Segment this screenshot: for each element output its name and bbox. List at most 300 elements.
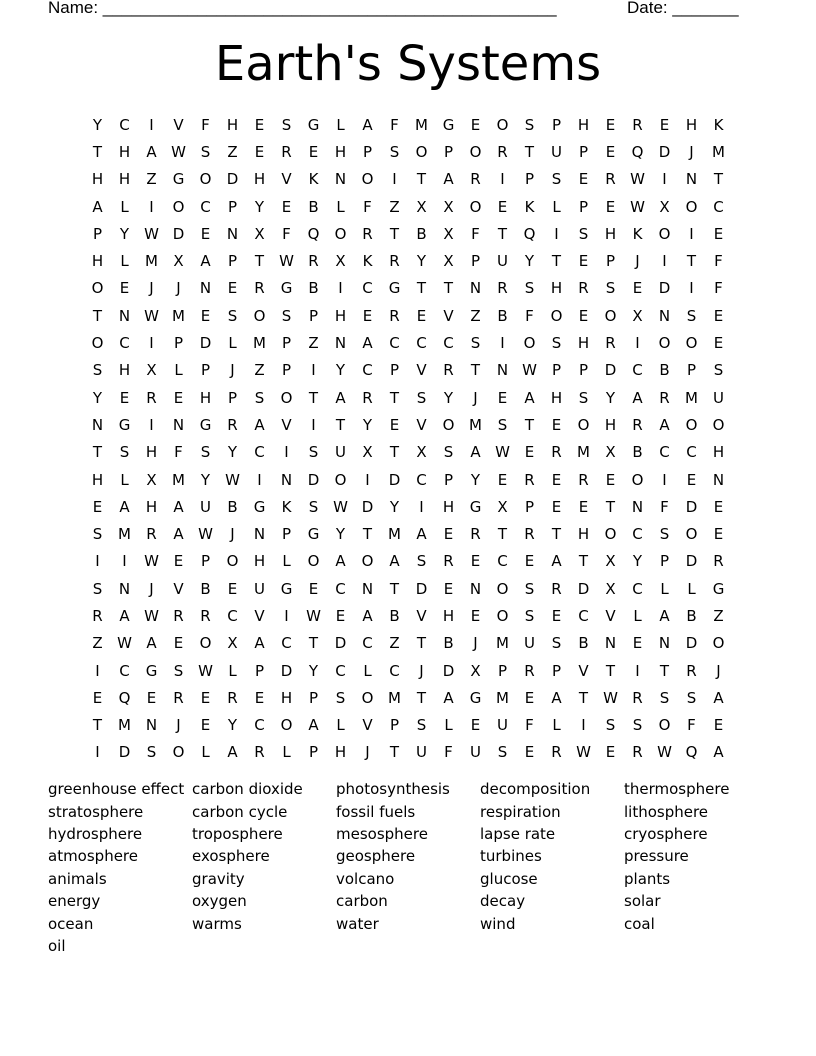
grid-letter: H: [91, 252, 104, 271]
grid-letter: M: [118, 525, 131, 544]
grid-letter: F: [282, 224, 291, 243]
word-bank: [48, 778, 788, 957]
grid-letter: M: [253, 334, 266, 353]
grid-letter: O: [226, 552, 239, 571]
grid-letter: C: [119, 661, 130, 680]
grid-letter: E: [92, 688, 103, 707]
grid-letter: P: [173, 334, 184, 353]
grid-letter: R: [227, 688, 238, 707]
grid-letter: M: [145, 252, 158, 271]
grid-letter: A: [443, 170, 454, 189]
grid-letter: K: [524, 197, 535, 216]
grid-letter: E: [524, 443, 535, 462]
grid-letter: A: [200, 252, 211, 271]
grid-letter: H: [118, 361, 131, 380]
grid-letter: O: [199, 634, 212, 653]
grid-letter: P: [227, 252, 238, 271]
grid-letter: I: [284, 443, 289, 462]
grid-letter: T: [524, 415, 535, 434]
grid-letter: I: [257, 470, 262, 489]
grid-letter: E: [524, 743, 535, 762]
grid-letter: R: [281, 142, 292, 161]
grid-letter: D: [658, 279, 671, 298]
grid-letter: A: [173, 525, 184, 544]
grid-letter: R: [632, 688, 643, 707]
grid-letter: J: [419, 661, 424, 680]
grid-letter: R: [551, 743, 562, 762]
grid-letter: T: [416, 634, 427, 653]
grid-letter: T: [578, 552, 589, 571]
grid-letter: Y: [335, 361, 346, 380]
grid-letter: G: [145, 661, 158, 680]
grid-letter: T: [335, 415, 346, 434]
grid-letter: B: [686, 606, 697, 625]
grid-letter: W: [225, 470, 240, 489]
grid-letter: W: [657, 743, 672, 762]
grid-letter: S: [605, 716, 616, 735]
grid-letter: D: [118, 743, 131, 762]
grid-letter: Y: [605, 388, 616, 407]
grid-letter: T: [416, 688, 427, 707]
grid-letter: E: [659, 115, 670, 134]
grid-letter: D: [685, 552, 698, 571]
grid-letter: D: [334, 634, 347, 653]
grid-letter: A: [551, 688, 562, 707]
grid-letter: I: [689, 279, 694, 298]
grid-letter: O: [172, 743, 185, 762]
grid-letter: F: [471, 224, 480, 243]
grid-letter: U: [470, 743, 481, 762]
grid-letter: R: [470, 170, 481, 189]
grid-letter: N: [91, 415, 104, 434]
grid-letter: D: [685, 497, 698, 516]
grid-letter: R: [362, 224, 373, 243]
grid-letter: S: [686, 306, 697, 325]
grid-letter: R: [470, 525, 481, 544]
grid-letter: P: [605, 252, 616, 271]
grid-letter: E: [308, 142, 319, 161]
grid-letter: E: [713, 497, 724, 516]
grid-letter: I: [689, 224, 694, 243]
grid-letter: F: [174, 443, 183, 462]
grid-letter: R: [227, 415, 238, 434]
grid-letter: C: [578, 606, 589, 625]
grid-letter: P: [227, 197, 238, 216]
grid-letter: R: [389, 252, 400, 271]
grid-letter: R: [713, 552, 724, 571]
grid-letter: C: [335, 661, 346, 680]
grid-letter: S: [443, 443, 454, 462]
grid-letter: H: [226, 115, 239, 134]
grid-letter: S: [92, 361, 103, 380]
grid-letter: E: [524, 552, 535, 571]
grid-row: [84, 357, 732, 384]
grid-letter: O: [334, 224, 347, 243]
grid-letter: L: [336, 197, 345, 216]
grid-letter: F: [525, 306, 534, 325]
grid-letter: R: [146, 525, 157, 544]
grid-letter: Y: [200, 470, 211, 489]
grid-row: [84, 166, 732, 193]
grid-letter: P: [389, 361, 400, 380]
grid-letter: Y: [92, 115, 103, 134]
grid-letter: R: [605, 334, 616, 353]
grid-letter: T: [443, 279, 454, 298]
grid-letter: W: [333, 497, 348, 516]
grid-letter: T: [470, 361, 481, 380]
name-line: Name: ________________________________________________: [48, 0, 557, 17]
grid-letter: M: [388, 525, 401, 544]
grid-letter: W: [144, 224, 159, 243]
grid-letter: X: [416, 197, 427, 216]
grid-letter: P: [659, 552, 670, 571]
grid-letter: H: [118, 170, 131, 189]
grid-letter: O: [496, 579, 509, 598]
grid-letter: Y: [524, 252, 535, 271]
grid-letter: D: [415, 579, 428, 598]
grid-letter: P: [281, 334, 292, 353]
grid-letter: K: [281, 497, 292, 516]
grid-letter: C: [686, 443, 697, 462]
grid-letter: I: [149, 197, 154, 216]
grid-letter: Q: [631, 142, 644, 161]
grid-letter: T: [389, 579, 400, 598]
grid-letter: W: [279, 252, 294, 271]
grid-letter: T: [92, 306, 103, 325]
grid-letter: P: [443, 470, 454, 489]
grid-letter: X: [605, 552, 616, 571]
grid-letter: M: [415, 115, 428, 134]
grid-letter: V: [173, 579, 184, 598]
grid-letter: I: [635, 334, 640, 353]
grid-letter: R: [443, 361, 454, 380]
grid-letter: J: [689, 142, 694, 161]
grid-letter: N: [631, 497, 644, 516]
grid-letter: X: [173, 252, 184, 271]
grid-letter: R: [254, 279, 265, 298]
grid-letter: C: [389, 334, 400, 353]
grid-letter: U: [200, 497, 211, 516]
grid-letter: O: [442, 415, 455, 434]
grid-letter: R: [389, 306, 400, 325]
grid-letter: C: [416, 334, 427, 353]
grid-letter: X: [362, 443, 373, 462]
grid-letter: O: [685, 197, 698, 216]
grid-letter: N: [145, 716, 158, 735]
word-bank-item: carbon: [336, 892, 388, 911]
grid-letter: S: [659, 688, 670, 707]
grid-letter: L: [444, 716, 453, 735]
grid-letter: G: [199, 415, 212, 434]
word-bank-item: mesosphere: [336, 824, 428, 843]
grid-letter: E: [578, 306, 589, 325]
grid-letter: F: [444, 743, 453, 762]
grid-letter: E: [200, 224, 211, 243]
grid-letter: O: [658, 716, 671, 735]
grid-letter: P: [254, 661, 265, 680]
grid-letter: B: [227, 497, 238, 516]
grid-letter: E: [497, 470, 508, 489]
grid-letter: B: [632, 443, 643, 462]
word-bank-item: hydrosphere: [48, 824, 143, 843]
grid-letter: S: [200, 443, 211, 462]
grid-row: [84, 493, 732, 520]
grid-letter: A: [362, 334, 373, 353]
grid-letter: H: [145, 443, 158, 462]
grid-letter: A: [362, 115, 373, 134]
grid-letter: C: [281, 634, 292, 653]
grid-letter: I: [554, 224, 559, 243]
word-bank-row: [48, 823, 788, 845]
grid-letter: S: [524, 279, 535, 298]
word-bank-item: ocean: [48, 914, 94, 933]
grid-letter: E: [605, 142, 616, 161]
grid-letter: I: [95, 743, 100, 762]
grid-letter: I: [635, 661, 640, 680]
grid-letter: E: [470, 606, 481, 625]
grid-letter: R: [524, 525, 535, 544]
grid-letter: P: [92, 224, 103, 243]
grid-letter: S: [92, 579, 103, 598]
grid-letter: G: [469, 688, 482, 707]
grid-letter: W: [576, 743, 591, 762]
grid-letter: A: [632, 388, 643, 407]
grid-letter: U: [497, 252, 508, 271]
grid-letter: K: [713, 115, 724, 134]
grid-letter: H: [604, 415, 617, 434]
grid-letter: N: [469, 579, 482, 598]
grid-letter: C: [254, 716, 265, 735]
word-bank-item: pressure: [624, 847, 689, 866]
word-bank-item: lapse rate: [480, 824, 556, 843]
word-bank-item: respiration: [480, 802, 561, 821]
grid-row: [84, 302, 732, 329]
grid-letter: B: [308, 197, 319, 216]
grid-letter: Z: [254, 361, 265, 380]
grid-letter: R: [200, 606, 211, 625]
grid-letter: R: [551, 579, 562, 598]
grid-letter: E: [551, 497, 562, 516]
grid-letter: M: [496, 634, 509, 653]
grid-letter: Y: [632, 552, 643, 571]
grid-letter: C: [632, 579, 643, 598]
grid-letter: Y: [416, 252, 427, 271]
grid-letter: T: [416, 279, 427, 298]
grid-letter: O: [469, 142, 482, 161]
grid-letter: C: [119, 115, 130, 134]
grid-letter: S: [146, 743, 157, 762]
grid-letter: O: [604, 525, 617, 544]
grid-letter: S: [173, 661, 184, 680]
grid-letter: R: [254, 743, 265, 762]
grid-letter: H: [118, 142, 131, 161]
grid-letter: L: [552, 197, 561, 216]
word-bank-item: turbines: [480, 847, 542, 866]
grid-letter: C: [416, 470, 427, 489]
grid-letter: O: [280, 716, 293, 735]
grid-letter: Q: [307, 224, 320, 243]
word-bank-item: animals: [48, 869, 107, 888]
grid-letter: O: [172, 197, 185, 216]
grid-letter: R: [173, 688, 184, 707]
grid-letter: W: [495, 443, 510, 462]
grid-letter: O: [685, 334, 698, 353]
grid-letter: U: [416, 743, 427, 762]
grid-letter: H: [91, 470, 104, 489]
grid-letter: C: [335, 579, 346, 598]
grid-letter: E: [227, 579, 238, 598]
grid-letter: Y: [470, 470, 481, 489]
grid-letter: A: [551, 552, 562, 571]
grid-letter: A: [335, 552, 346, 571]
grid-row: [84, 657, 732, 684]
grid-letter: N: [685, 170, 698, 189]
grid-letter: M: [712, 142, 725, 161]
grid-letter: X: [146, 470, 157, 489]
grid-letter: W: [144, 606, 159, 625]
grid-letter: E: [524, 688, 535, 707]
grid-letter: E: [551, 470, 562, 489]
grid-letter: I: [500, 170, 505, 189]
grid-letter: S: [281, 306, 292, 325]
grid-letter: T: [92, 716, 103, 735]
grid-row: [84, 384, 732, 411]
grid-letter: I: [311, 415, 316, 434]
grid-letter: D: [361, 497, 374, 516]
grid-letter: P: [686, 361, 697, 380]
grid-letter: I: [338, 279, 343, 298]
grid-letter: V: [605, 606, 616, 625]
grid-letter: F: [714, 279, 723, 298]
grid-letter: V: [443, 306, 454, 325]
grid-letter: L: [336, 716, 345, 735]
grid-letter: S: [497, 743, 508, 762]
grid-row: [84, 220, 732, 247]
grid-letter: X: [335, 252, 346, 271]
grid-letter: T: [578, 688, 589, 707]
date-line: Date: _______: [627, 0, 739, 17]
grid-letter: I: [662, 252, 667, 271]
grid-letter: Q: [685, 743, 698, 762]
grid-letter: S: [551, 170, 562, 189]
grid-letter: J: [230, 525, 235, 544]
grid-letter: J: [635, 252, 640, 271]
grid-letter: V: [362, 716, 373, 735]
grid-letter: M: [172, 470, 185, 489]
grid-letter: G: [307, 525, 320, 544]
word-bank-item: solar: [624, 892, 661, 911]
grid-letter: S: [119, 443, 130, 462]
grid-letter: A: [119, 497, 130, 516]
grid-row: [84, 520, 732, 547]
grid-letter: V: [416, 361, 427, 380]
grid-letter: E: [578, 252, 589, 271]
grid-letter: R: [146, 388, 157, 407]
grid-letter: U: [524, 634, 535, 653]
grid-letter: S: [578, 388, 589, 407]
grid-letter: A: [659, 606, 670, 625]
grid-letter: P: [497, 661, 508, 680]
grid-letter: E: [173, 388, 184, 407]
grid-letter: D: [199, 334, 212, 353]
grid-letter: H: [334, 306, 347, 325]
grid-letter: I: [365, 470, 370, 489]
grid-letter: F: [687, 716, 696, 735]
grid-letter: K: [632, 224, 643, 243]
grid-letter: D: [226, 170, 239, 189]
grid-letter: T: [308, 634, 319, 653]
grid-letter: M: [685, 388, 698, 407]
grid-letter: O: [631, 470, 644, 489]
grid-letter: W: [522, 361, 537, 380]
grid-letter: S: [524, 606, 535, 625]
grid-letter: F: [201, 115, 210, 134]
grid-letter: R: [605, 170, 616, 189]
word-search-grid: [84, 111, 732, 766]
word-bank-item: photosynthesis: [336, 780, 450, 799]
grid-letter: O: [280, 388, 293, 407]
grid-letter: E: [173, 552, 184, 571]
grid-letter: L: [282, 743, 291, 762]
grid-letter: P: [308, 306, 319, 325]
grid-letter: C: [362, 634, 373, 653]
grid-letter: S: [497, 415, 508, 434]
grid-letter: P: [308, 743, 319, 762]
grid-letter: C: [119, 334, 130, 353]
word-bank-row: [48, 935, 788, 957]
grid-letter: E: [578, 497, 589, 516]
grid-letter: E: [551, 415, 562, 434]
grid-letter: S: [713, 361, 724, 380]
grid-letter: V: [281, 170, 292, 189]
grid-letter: F: [363, 197, 372, 216]
grid-letter: W: [306, 606, 321, 625]
grid-letter: I: [95, 661, 100, 680]
grid-letter: F: [660, 497, 669, 516]
grid-letter: G: [307, 115, 320, 134]
grid-letter: J: [473, 388, 478, 407]
grid-letter: N: [280, 470, 293, 489]
word-bank-row: [48, 778, 788, 800]
page-title: Earth's Systems: [214, 36, 602, 92]
grid-letter: O: [307, 552, 320, 571]
grid-letter: C: [659, 443, 670, 462]
grid-letter: R: [551, 443, 562, 462]
grid-letter: H: [712, 443, 725, 462]
grid-letter: H: [280, 688, 293, 707]
grid-letter: Y: [227, 443, 238, 462]
word-bank-item: greenhouse effect: [48, 780, 185, 799]
grid-letter: Y: [119, 224, 130, 243]
grid-letter: A: [227, 743, 238, 762]
grid-letter: N: [496, 361, 509, 380]
grid-letter: P: [524, 170, 535, 189]
grid-letter: H: [577, 334, 590, 353]
grid-letter: E: [173, 634, 184, 653]
grid-letter: O: [361, 552, 374, 571]
grid-letter: W: [198, 661, 213, 680]
grid-letter: T: [713, 170, 724, 189]
grid-letter: R: [632, 415, 643, 434]
grid-letter: V: [281, 415, 292, 434]
grid-letter: S: [92, 525, 103, 544]
grid-letter: X: [227, 634, 238, 653]
grid-letter: R: [92, 606, 103, 625]
grid-letter: Y: [362, 415, 373, 434]
grid-letter: D: [658, 142, 671, 161]
grid-letter: E: [416, 306, 427, 325]
grid-letter: S: [416, 388, 427, 407]
